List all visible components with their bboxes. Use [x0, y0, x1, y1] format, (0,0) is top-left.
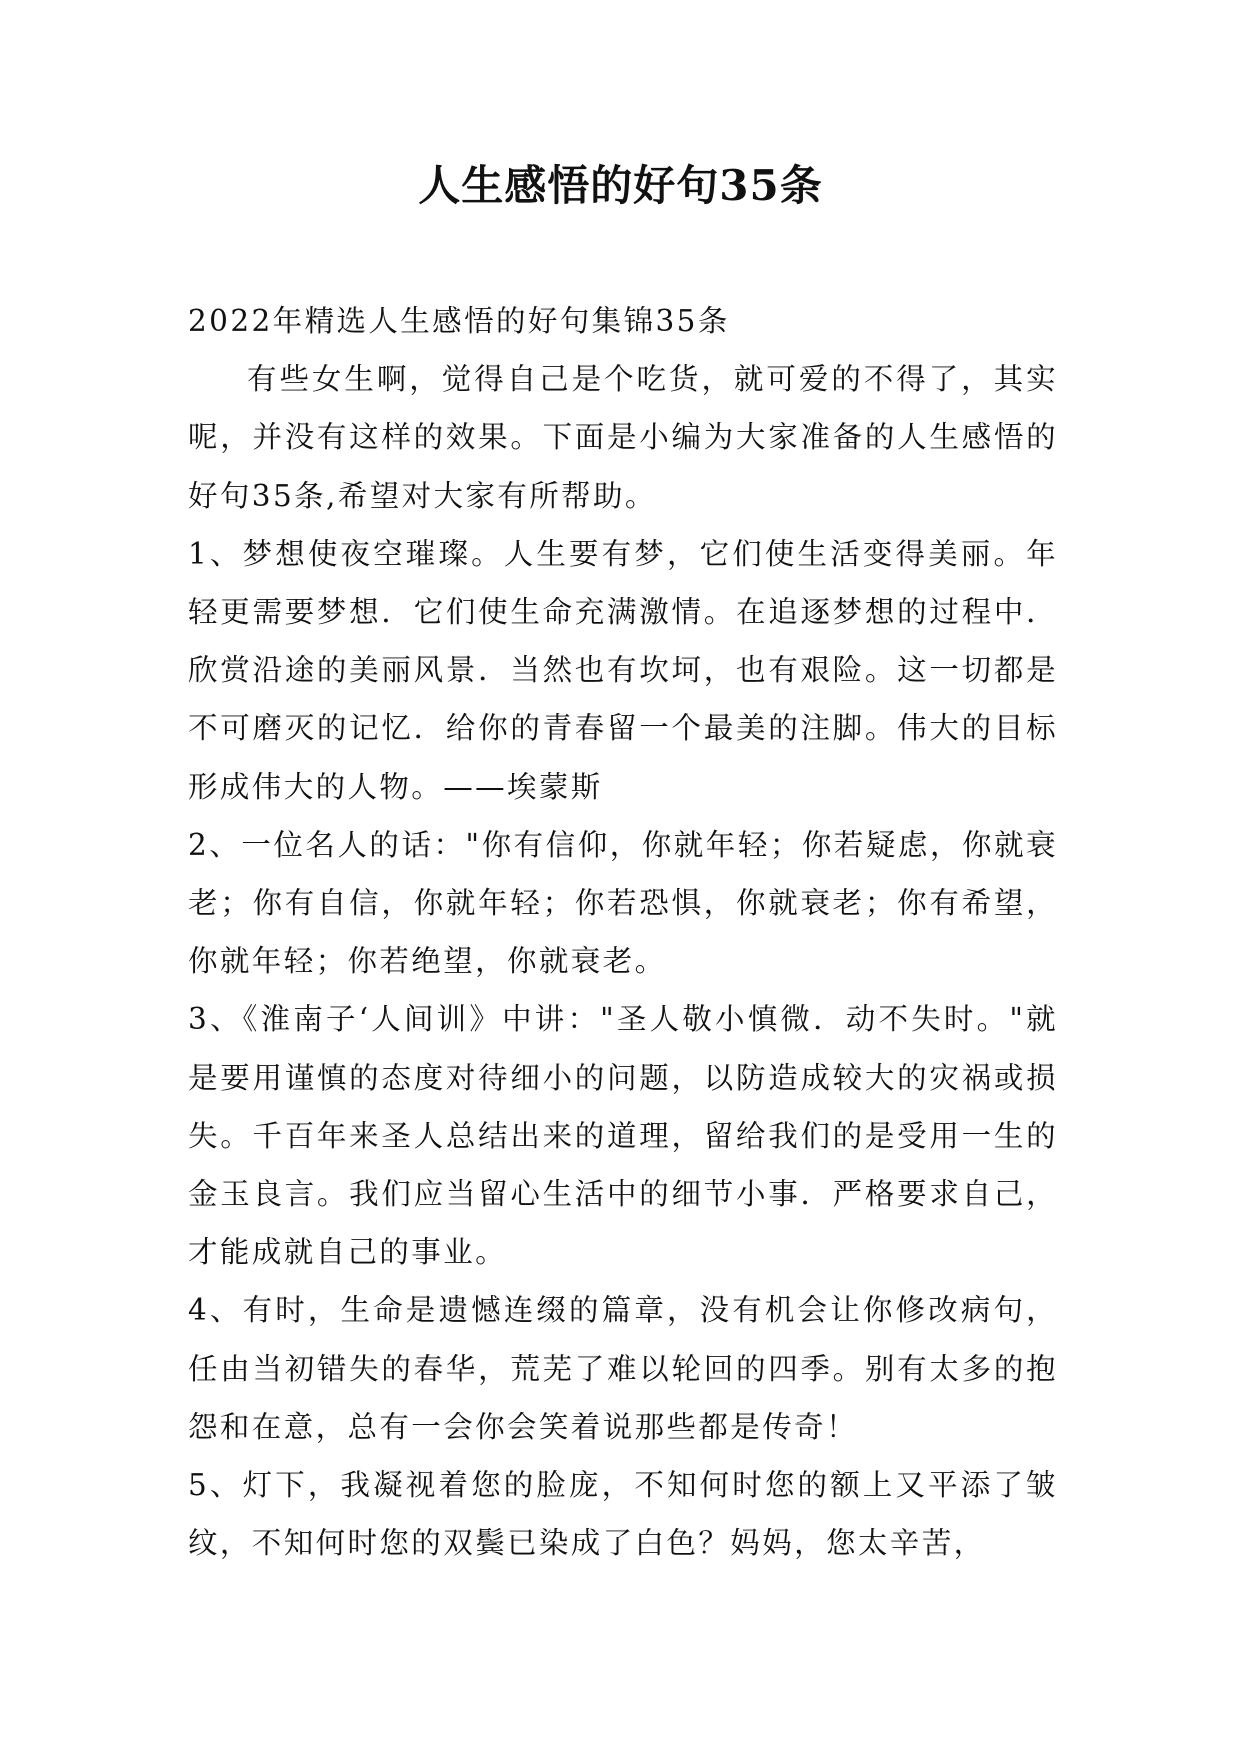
document-body [188, 292, 1058, 1572]
paragraph-item-1: 1、梦想使夜空璀璨。人生要有梦，它们使生活变得美丽。年轻更需要梦想．它们使生命充满激情。在追逐梦想的过程中．欣赏沿途的美丽风景．当然也有坎坷，也有艰险。这一切都是不可磨灭的记忆．给你的青春留一个最美的注脚。伟大的目标形成伟大的人物。——埃蒙斯 [188, 536, 1058, 804]
paragraph-subtitle: 2022年精选人生感悟的好句集锦35条 [188, 304, 730, 338]
paragraph-item-4: 4、有时，生命是遗憾连缀的篇章，没有机会让你修改病句，任由当初错失的春华，荒芜了难以轮回的四季。别有太多的抱怨和在意，总有一会你会笑着说那些都是传奇！ [188, 1293, 1058, 1444]
paragraph-item-2: 2、一位名人的话："你有信仰，你就年轻；你若疑虑，你就衰老；你有自信，你就年轻；你若恐惧，你就衰老；你有希望，你就年轻；你若绝望，你就衰老。 [188, 827, 1058, 979]
paragraph-item-5: 5、灯下，我凝视着您的脸庞，不知何时您的额上又平添了皱纹，不知何时您的双鬓已染成了白色？妈妈，您太辛苦， [188, 1468, 1058, 1561]
paragraph-intro: 有些女生啊，觉得自己是个吃货，就可爱的不得了，其实呢，并没有这样的效果。下面是小编为大家准备的人生感悟的好句35条,希望对大家有所帮助。 [188, 362, 1058, 513]
document-title: 人生感悟的好句35条 [418, 161, 823, 210]
paragraph-item-3: 3、《淮南子‘人间训》中讲："圣人敬小慎微．动不失时。"就是要用谨慎的态度对待细小的问题，以防造成较大的灾祸或损失。千百年来圣人总结出来的道理，留给我们的是受用一生的金玉良言。我们应当留心生活中的细节小事．严格要求自己，才能成就自己的事业。 [188, 1002, 1058, 1270]
